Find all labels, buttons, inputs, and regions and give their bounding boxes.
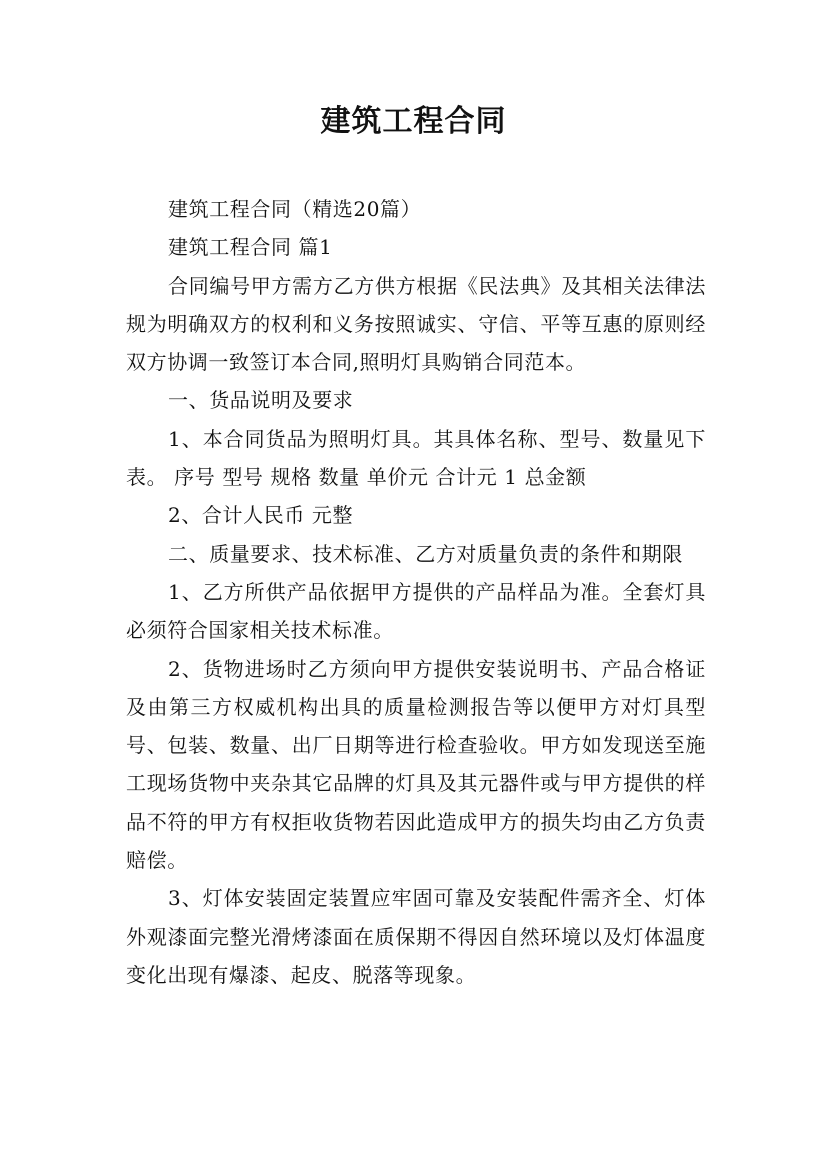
body-paragraph: 2、货物进场时乙方须向甲方提供安装说明书、产品合格证及由第三方权威机构出具的质量检测报告等以便甲方对灯具型号、包装、数量、出厂日期等进行检查验收。甲方如发现送至施工现场货物中夹杂其它品牌的灯具及其元器件或与甲方提供的样品不符的甲方有权拒收货物若因此造成甲方的损失均由乙方负责赔偿。 bbox=[126, 656, 706, 873]
clause-heading: 一、货品说明及要求 bbox=[168, 388, 354, 413]
subtitle-paragraph: 建筑工程合同（精选20篇） bbox=[168, 197, 422, 221]
clause-heading: 二、质量要求、技术标准、乙方对质量负责的条件和期限 bbox=[168, 541, 683, 566]
body-paragraph: 3、灯体安装固定装置应牢固可靠及安装配件需齐全、灯体外观漆面完整光滑烤漆面在质保期不得因自然环境以及灯体温度变化出现有爆漆、起皮、脱落等现象。 bbox=[126, 886, 706, 987]
body-paragraph: 1、本合同货品为照明灯具。其具体名称、型号、数量见下表。 序号 型号 规格 数量 单价元 合计元 1 总金额 bbox=[126, 426, 706, 490]
body-paragraph: 1、乙方所供产品依据甲方提供的产品样品为准。全套灯具必须符合国家相关技术标准。 bbox=[126, 579, 706, 643]
body-paragraph: 合同编号甲方需方乙方供方根据《民法典》及其相关法律法规为明确双方的权利和义务按照诚实、守信、平等互惠的原则经双方协调一致签订本合同,照明灯具购销合同范本。 bbox=[126, 273, 706, 375]
document-body bbox=[126, 190, 706, 994]
section-heading: 建筑工程合同 篇1 bbox=[168, 235, 333, 260]
body-paragraph: 2、合计人民币 元整 bbox=[168, 503, 354, 528]
document-title: 建筑工程合同 bbox=[320, 104, 507, 139]
